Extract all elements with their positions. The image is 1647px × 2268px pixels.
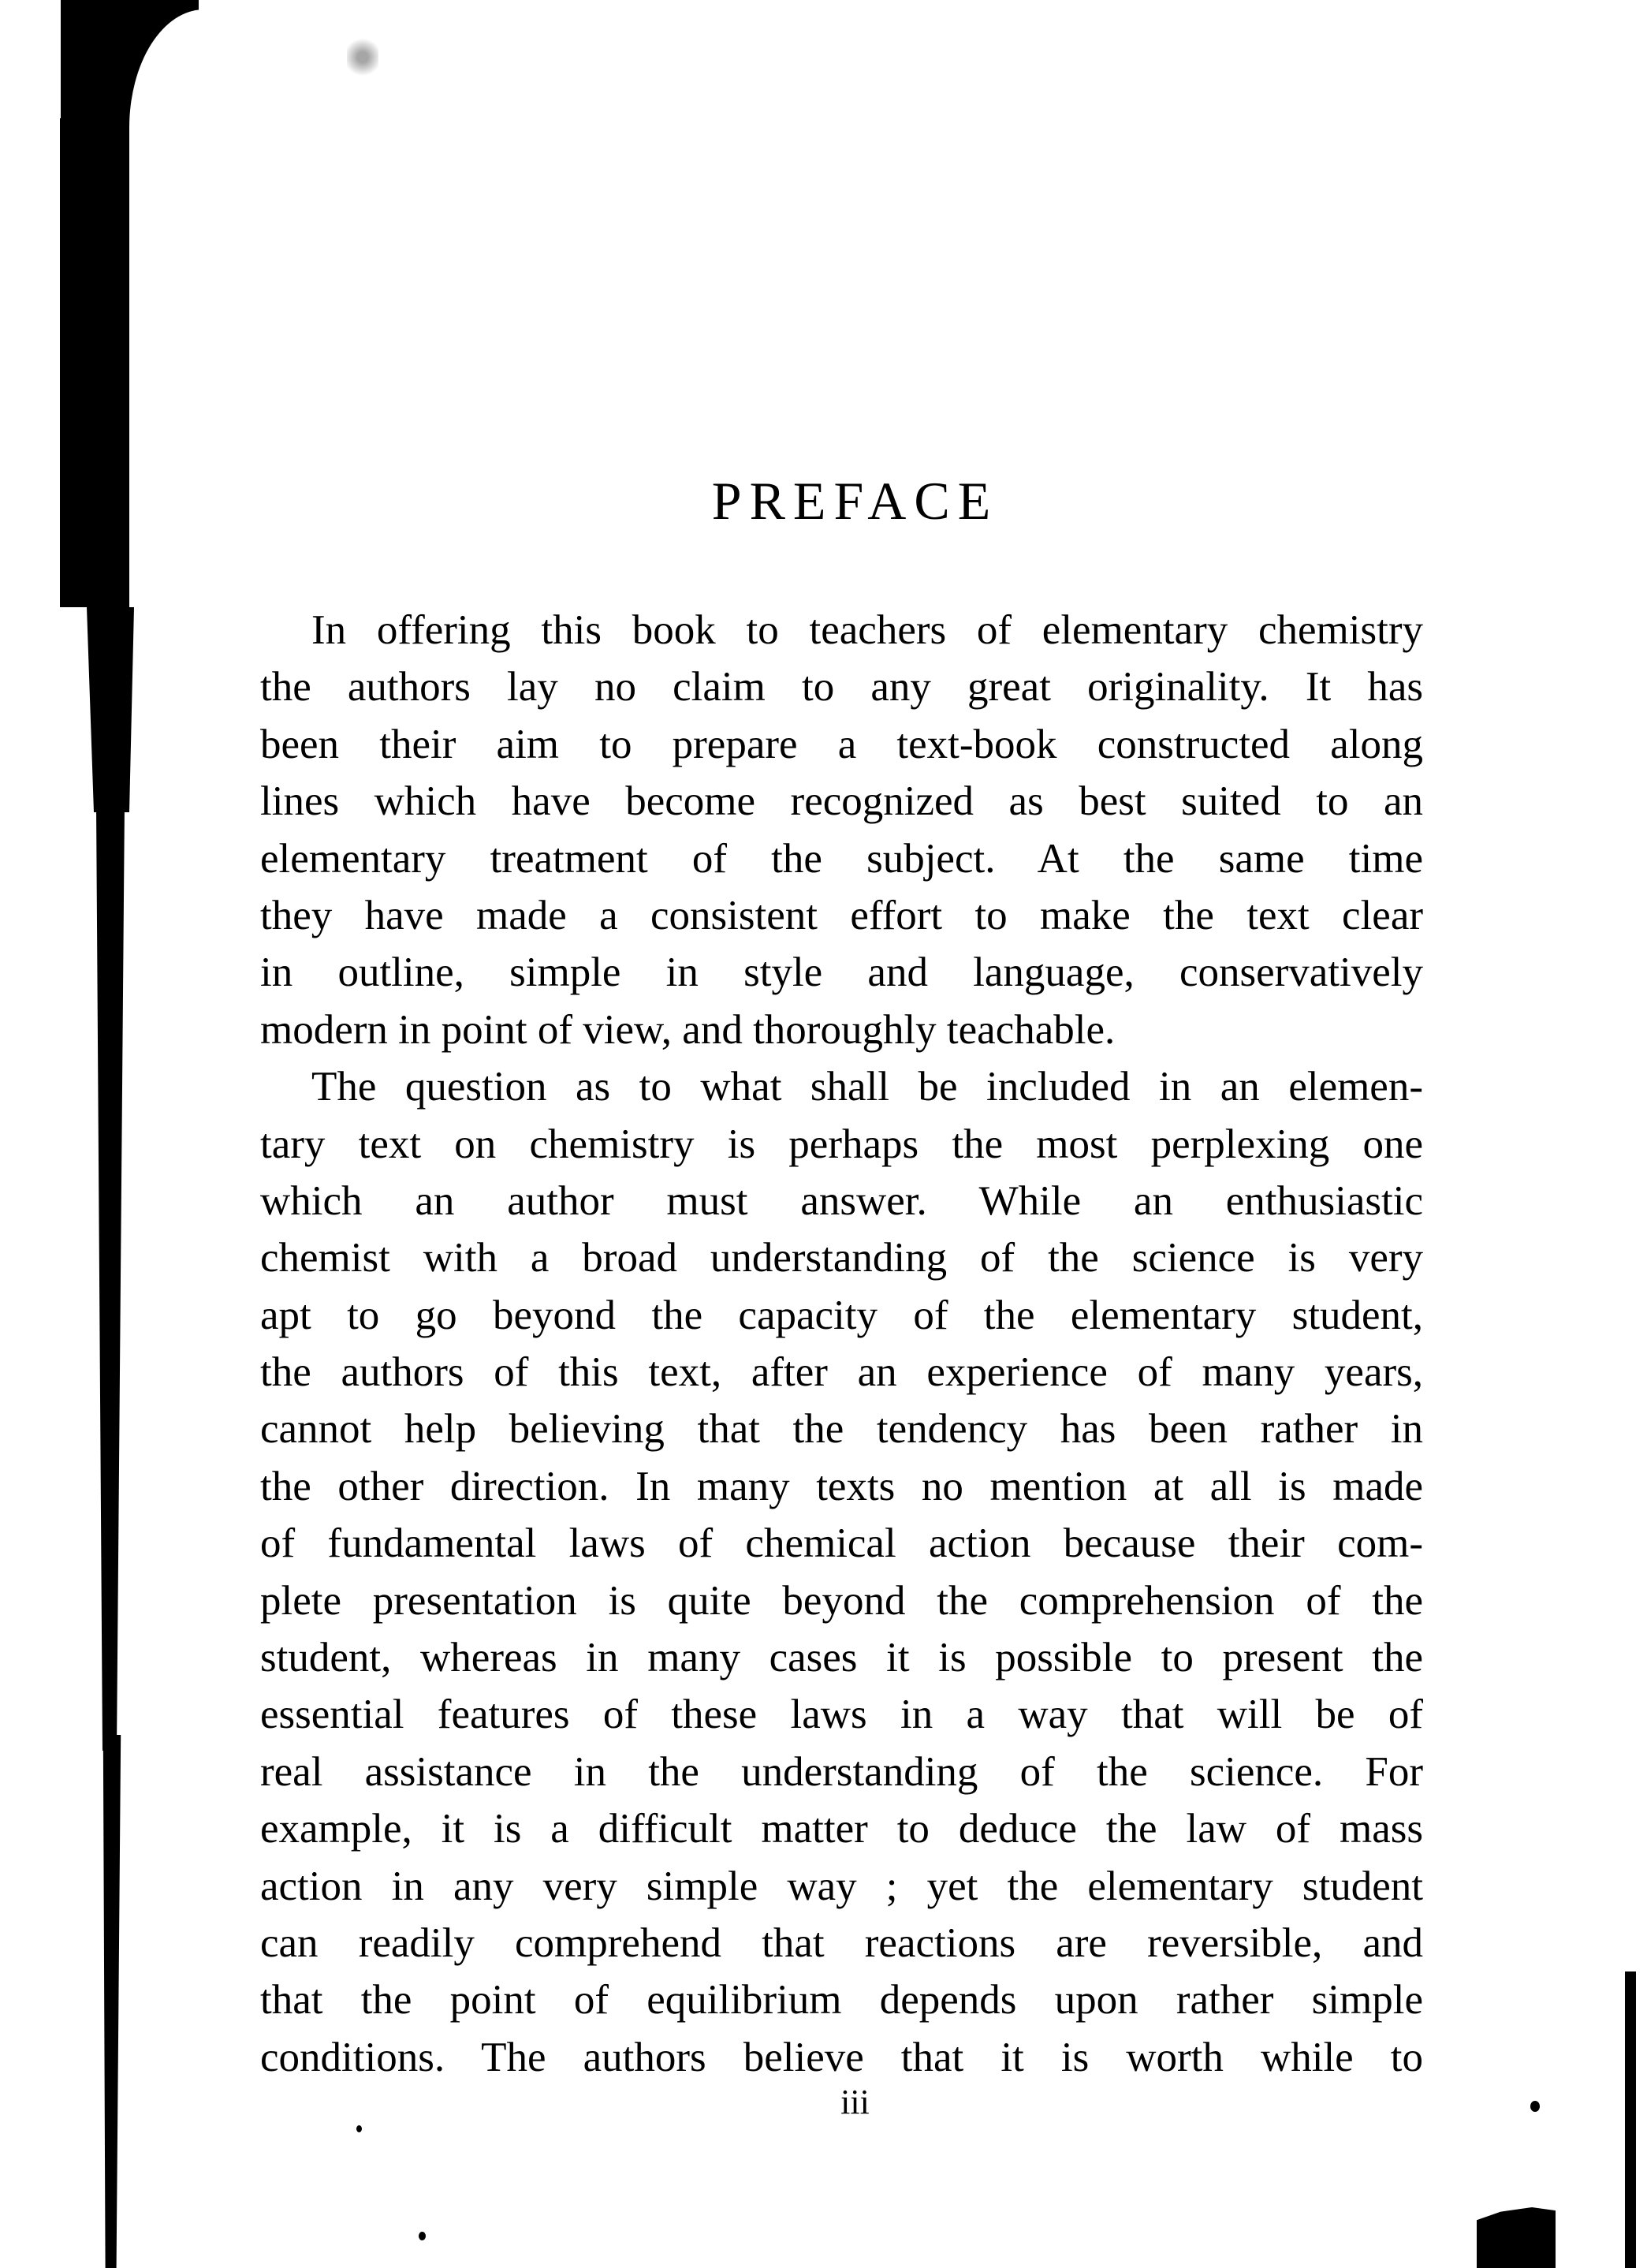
text-line: cannot help believing that the tendency has been rather in: [260, 1406, 1423, 1453]
binding-shadow: [101, 1735, 123, 2268]
paragraph-2: [260, 1058, 1423, 2086]
scan-blot: [1477, 2204, 1556, 2268]
text-line: that the point of equilibrium depends upon rather simple: [260, 1977, 1423, 2024]
text-line: chemist with a broad understanding of the science is very: [260, 1235, 1423, 1281]
text-line: In offering this book to teachers of elementary chemistry: [311, 607, 1423, 653]
page-number: iii: [840, 2083, 870, 2121]
binding-shadow: [60, 118, 129, 607]
text-line: elementary treatment of the subject. At the same time: [260, 835, 1423, 882]
binding-shadow-top: [61, 0, 199, 134]
scan-dot: [356, 2125, 362, 2132]
text-line: apt to go beyond the capacity of the elementary student,: [260, 1292, 1423, 1338]
text-line: which an author must answer. While an enthusiastic: [260, 1177, 1423, 1224]
text-line: lines which have become recognized as best suited to an: [260, 778, 1423, 825]
text-line: been their aim to prepare a text-book constructed along: [260, 721, 1423, 767]
text-line: modern in point of view, and thoroughly teachable.: [260, 1006, 1116, 1053]
page-title: PREFACE: [711, 471, 999, 531]
scan-speckle: [347, 35, 378, 79]
text-line: the authors of this text, after an experience of many years,: [260, 1349, 1423, 1396]
text-line: the authors lay no claim to any great originality. It has: [260, 664, 1423, 711]
text-line: of fundamental laws of chemical action because their com-: [260, 1520, 1423, 1567]
binding-shadow: [93, 804, 125, 1751]
text-line: essential features of these laws in a way that will be of: [260, 1692, 1423, 1738]
text-line: the other direction. In many texts no mention at all is made: [260, 1463, 1423, 1509]
binding-shadow: [87, 607, 134, 812]
text-line: example, it is a difficult matter to deduce the law of mass: [260, 1806, 1423, 1852]
preface-body: [260, 602, 1423, 2086]
text-line: can readily comprehend that reactions are reversible, and: [260, 1919, 1423, 1966]
text-line: real assistance in the understanding of the science. For: [260, 1748, 1423, 1795]
text-line: in outline, simple in style and language, conservatively: [260, 949, 1423, 996]
text-line: tary text on chemistry is perhaps the most perplexing one: [260, 1121, 1423, 1167]
text-line: action in any very simple way ; yet the elementary student: [260, 1863, 1423, 1909]
text-line: conditions. The authors believe that it is worth while to: [260, 2034, 1423, 2080]
text-line: they have made a consistent effort to make the text clear: [260, 892, 1423, 938]
scan-dot: [419, 2232, 426, 2240]
paragraph-1: [260, 602, 1423, 1058]
text-line: The question as to what shall be included in an elemen-: [311, 1064, 1423, 1110]
text-line: student, whereas in many cases it is possible to present the: [260, 1635, 1423, 1681]
text-line: plete presentation is quite beyond the comprehension of the: [260, 1577, 1423, 1624]
